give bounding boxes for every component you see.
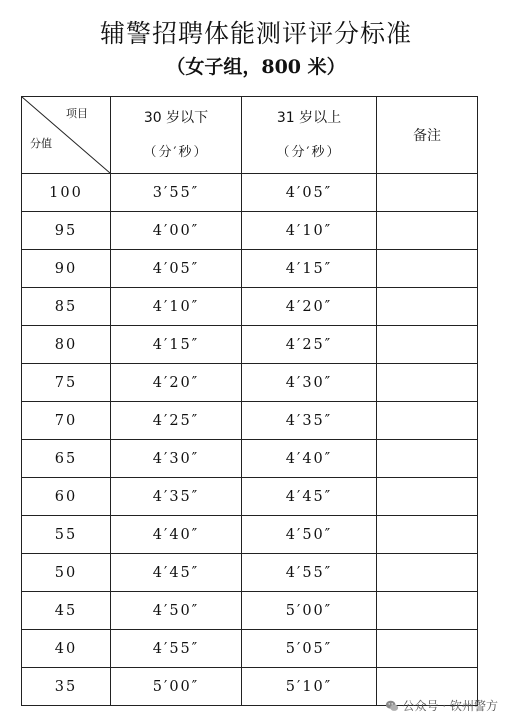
over31-time-cell: 4′45″ xyxy=(242,478,377,516)
header-over31 xyxy=(242,97,377,174)
over31-time-cell: 4′55″ xyxy=(242,554,377,592)
under30-time-cell: 3′55″ xyxy=(111,174,242,212)
score-cell: 75 xyxy=(22,364,111,402)
under30-time-cell: 4′35″ xyxy=(111,478,242,516)
corner-label-score: 分值 xyxy=(30,137,52,150)
header-over31-label: 31 岁以上 xyxy=(276,109,342,126)
table-row xyxy=(22,212,478,250)
table-row xyxy=(22,516,478,554)
table-row xyxy=(22,630,478,668)
over31-time-cell: 4′10″ xyxy=(242,212,377,250)
note-cell xyxy=(377,212,478,250)
score-cell: 35 xyxy=(22,668,111,706)
table-row xyxy=(22,250,478,288)
table-row xyxy=(22,326,478,364)
table-row xyxy=(22,554,478,592)
table-row xyxy=(22,174,478,212)
over31-time-cell: 4′35″ xyxy=(242,402,377,440)
note-cell xyxy=(377,554,478,592)
watermark-text: 公众号 · 钦州警方 xyxy=(402,699,498,713)
table-row xyxy=(22,440,478,478)
over31-time-cell: 4′05″ xyxy=(242,174,377,212)
under30-time-cell: 4′25″ xyxy=(111,402,242,440)
page-title: 辅警招聘体能测评评分标准 xyxy=(99,19,412,48)
over31-time-cell: 4′25″ xyxy=(242,326,377,364)
score-table xyxy=(21,96,478,706)
score-cell: 45 xyxy=(22,592,111,630)
header-under30 xyxy=(111,97,242,174)
note-cell xyxy=(377,288,478,326)
page-subtitle: （女子组，800 米） xyxy=(166,56,346,78)
under30-time-cell: 4′05″ xyxy=(111,250,242,288)
score-cell: 50 xyxy=(22,554,111,592)
header-note-label: 备注 xyxy=(413,128,441,144)
over31-time-cell: 4′15″ xyxy=(242,250,377,288)
score-cell: 70 xyxy=(22,402,111,440)
table-row xyxy=(22,478,478,516)
watermark xyxy=(385,697,498,714)
header-over31-unit: （分′秒） xyxy=(276,144,342,160)
under30-time-cell: 4′10″ xyxy=(111,288,242,326)
table-row xyxy=(22,288,478,326)
under30-time-cell: 4′20″ xyxy=(111,364,242,402)
table-row xyxy=(22,364,478,402)
table-row xyxy=(22,402,478,440)
score-cell: 65 xyxy=(22,440,111,478)
score-cell: 85 xyxy=(22,288,111,326)
under30-time-cell: 4′30″ xyxy=(111,440,242,478)
wechat-icon xyxy=(385,699,399,713)
under30-time-cell: 4′50″ xyxy=(111,592,242,630)
note-cell xyxy=(377,478,478,516)
over31-time-cell: 5′00″ xyxy=(242,592,377,630)
under30-time-cell: 4′15″ xyxy=(111,326,242,364)
over31-time-cell: 4′40″ xyxy=(242,440,377,478)
over31-time-cell: 5′05″ xyxy=(242,630,377,668)
note-cell xyxy=(377,440,478,478)
score-cell: 95 xyxy=(22,212,111,250)
note-cell xyxy=(377,174,478,212)
note-cell xyxy=(377,592,478,630)
note-cell xyxy=(377,250,478,288)
over31-time-cell: 4′50″ xyxy=(242,516,377,554)
note-cell xyxy=(377,630,478,668)
score-cell: 55 xyxy=(22,516,111,554)
score-cell: 40 xyxy=(22,630,111,668)
header-under30-label: 30 岁以下 xyxy=(143,109,209,126)
under30-time-cell: 4′55″ xyxy=(111,630,242,668)
over31-time-cell: 4′20″ xyxy=(242,288,377,326)
table-header-row xyxy=(22,97,478,174)
corner-header-cell xyxy=(22,97,111,174)
score-cell: 60 xyxy=(22,478,111,516)
note-cell xyxy=(377,364,478,402)
note-cell xyxy=(377,516,478,554)
note-cell xyxy=(377,402,478,440)
header-under30-unit: （分′秒） xyxy=(143,144,209,160)
under30-time-cell: 4′40″ xyxy=(111,516,242,554)
corner-label-item: 项目 xyxy=(66,107,88,120)
under30-time-cell: 4′00″ xyxy=(111,212,242,250)
header-note xyxy=(377,97,478,174)
under30-time-cell: 5′00″ xyxy=(111,668,242,706)
score-cell: 90 xyxy=(22,250,111,288)
table-row xyxy=(22,592,478,630)
score-cell: 100 xyxy=(22,174,111,212)
under30-time-cell: 4′45″ xyxy=(111,554,242,592)
score-cell: 80 xyxy=(22,326,111,364)
over31-time-cell: 4′30″ xyxy=(242,364,377,402)
note-cell xyxy=(377,326,478,364)
over31-time-cell: 5′10″ xyxy=(242,668,377,706)
